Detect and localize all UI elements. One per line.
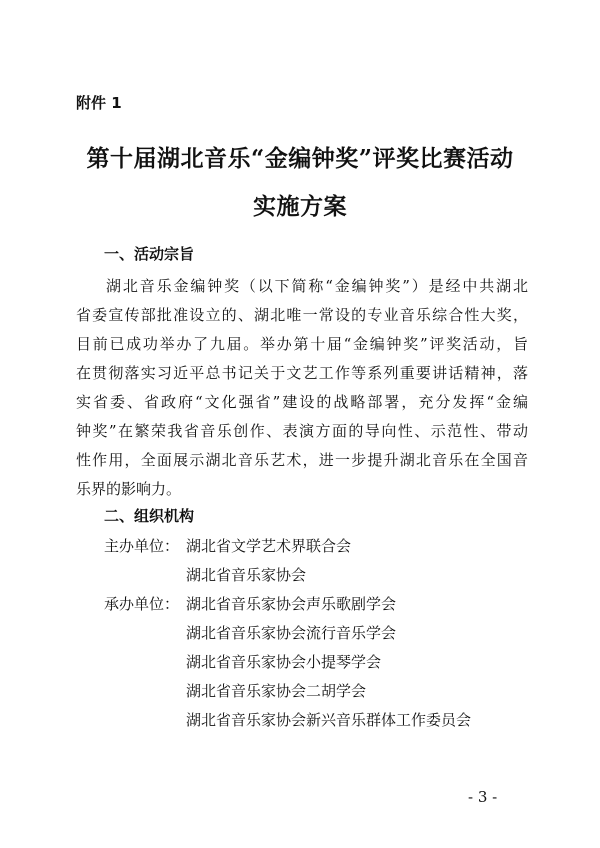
- attachment-label: 附件 1: [76, 94, 122, 112]
- organizer-unit: 湖北省音乐家协会声乐歌剧学会: [186, 595, 397, 613]
- paragraph-line: 在贯彻落实习近平总书记关于文艺工作等系列重要讲话精神，落: [76, 364, 528, 382]
- host-label: 主办单位：: [104, 537, 180, 555]
- organizer-unit: 湖北省音乐家协会流行音乐学会: [186, 624, 397, 642]
- paragraph-line: 性作用，全面展示湖北音乐艺术，进一步提升湖北音乐在全国音: [76, 451, 528, 469]
- organizer-unit: 湖北省音乐家协会二胡学会: [186, 682, 367, 700]
- paragraph-line: 目前已成功举办了九届。举办第十届“金编钟奖”评奖活动，旨: [76, 335, 528, 353]
- section-heading-organization: 二、组织机构: [104, 507, 195, 525]
- paragraph-line: 湖北音乐金编钟奖（以下简称“金编钟奖”）是经中共湖北: [106, 277, 528, 295]
- organizer-unit: 湖北省音乐家协会新兴音乐群体工作委员会: [186, 711, 472, 729]
- section-heading-purpose: 一、活动宗旨: [104, 245, 195, 263]
- page-number: - 3 -: [468, 788, 498, 806]
- paragraph-line: 乐界的影响力。: [76, 480, 182, 498]
- organizer-unit: 湖北省音乐家协会小提琴学会: [186, 653, 382, 671]
- paragraph-line: 钟奖”在繁荣我省音乐创作、表演方面的导向性、示范性、带动: [76, 422, 528, 440]
- host-unit: 湖北省音乐家协会: [186, 566, 307, 584]
- host-unit: 湖北省文学艺术界联合会: [186, 537, 352, 555]
- document-title-line-2: 实施方案: [253, 193, 347, 220]
- organizer-label: 承办单位：: [104, 595, 180, 613]
- document-title-line-1: 第十届湖北音乐“金编钟奖”评奖比赛活动: [86, 145, 514, 172]
- purpose-paragraph: [76, 272, 528, 504]
- paragraph-line: 省委宣传部批准设立的、湖北唯一常设的专业音乐综合性大奖，: [76, 306, 528, 324]
- paragraph-line: 实省委、省政府“文化强省”建设的战略部署，充分发挥“金编: [76, 393, 528, 411]
